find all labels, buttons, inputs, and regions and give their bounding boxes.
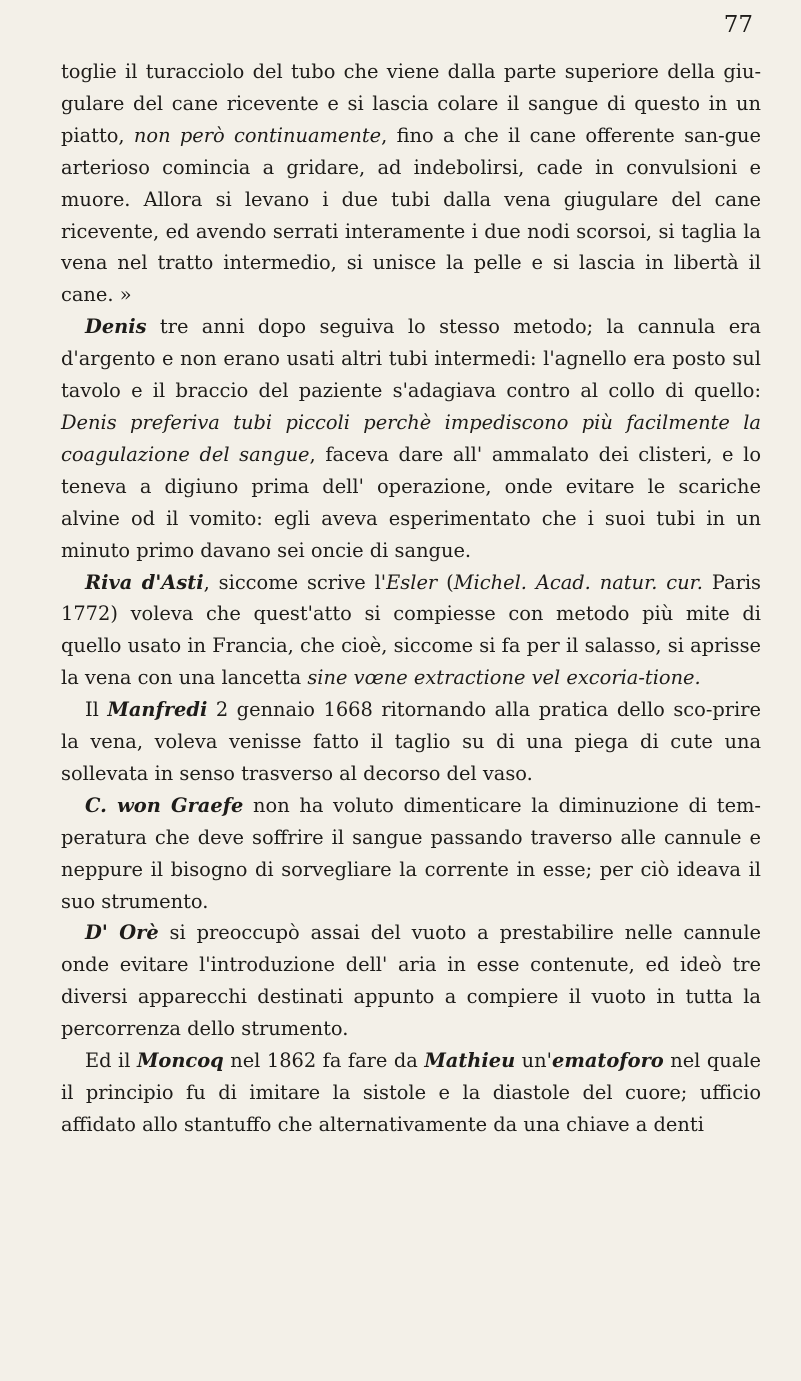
text-run: toglie il turacciolo del tubo che viene dalla parte superiore della giu-gulare del cane ricevente e si lascia colare il sangue di questo in un piatto, bbox=[61, 60, 761, 147]
paragraph bbox=[61, 790, 761, 918]
text-run: tre anni dopo seguiva lo stesso metodo; la cannula era d'argento e non erano usati altri tubi intermedi: l'agnello era posto sul tavolo e il braccio del paziente s'adagiava contro al collo di quello: bbox=[61, 315, 761, 403]
paragraph bbox=[61, 56, 761, 311]
text-run: Paris 1772) voleva che quest'atto si compiesse con metodo più mite di quello usato in Francia, che cioè, siccome si fa per il salasso, si aprisse la vena con una lancetta bbox=[61, 570, 762, 690]
emphasized-text: non però continuamente bbox=[133, 123, 382, 147]
text-run: un' bbox=[515, 1049, 552, 1073]
page-number: 77 bbox=[723, 12, 753, 38]
paragraph bbox=[61, 694, 761, 790]
text-run: , siccome scrive l' bbox=[203, 570, 387, 594]
text-run: 2 gennaio 1668 ritornando alla pratica dello sco-prire la vena, voleva venisse fatto il taglio su di una piega di cute una sollevata in senso trasverso al decorso del vaso. bbox=[61, 698, 762, 785]
text-run: non ha voluto dimenticare la diminuzione di tem-peratura che deve soffrire il sangue passando traverso alle cannule e neppure il bisogno di sorvegliare la corrente in esse; per ciò ideava il suo strumento. bbox=[61, 793, 761, 913]
text-run: , faceva dare all' ammalato dei clisteri, e lo teneva a digiuno prima dell' operazione, onde evitare le scariche alvine od il vomito: egli aveva esperimentato che i suoi tubi in un minuto primo davano sei oncie di sangue. bbox=[61, 442, 762, 562]
emphasized-text: ematoforo bbox=[552, 1049, 664, 1073]
emphasized-text: Denis bbox=[85, 315, 147, 339]
text-run: , fino a che il cane offerente san-gue arterioso comincia a gridare, ad indebolirsi, cade in convulsioni e muore. Allora si levano i due tubi dalla vena giugulare del cane ricevente, ed avendo serrati interamente i due nodi scorsoi, si taglia la vena nel tratto intermedio, si unisce la pelle e si lascia in libertà il cane. » bbox=[61, 123, 762, 307]
text-run: si preoccupò assai del vuoto a prestabilire nelle cannule onde evitare l'introduzione dell' aria in esse contenute, ed ideò tre diversi apparecchi destinati appunto a compiere il vuoto in tutta la percorrenza dello strumento. bbox=[61, 921, 761, 1041]
emphasized-text: C. won Graefe bbox=[85, 793, 244, 817]
text-run: nel 1862 fa fare da bbox=[223, 1049, 425, 1073]
emphasized-text: Esler bbox=[386, 570, 438, 594]
paragraph bbox=[61, 917, 761, 1045]
text-run: ( bbox=[437, 570, 454, 594]
emphasized-text: Mathieu bbox=[424, 1049, 516, 1073]
emphasized-text: Manfredi bbox=[107, 698, 208, 722]
body-text bbox=[61, 56, 761, 1141]
paragraph bbox=[61, 567, 761, 695]
text-run: Il bbox=[85, 698, 108, 722]
text-run: Ed il bbox=[85, 1049, 137, 1073]
paragraph bbox=[61, 311, 761, 566]
emphasized-text: D' Orè bbox=[85, 921, 159, 945]
emphasized-text: Riva d'Asti bbox=[85, 570, 204, 594]
paragraph bbox=[61, 1045, 761, 1141]
emphasized-text: Michel. Acad. natur. cur. bbox=[453, 570, 703, 594]
emphasized-text: sine vœne extractione vel excoria-tione. bbox=[307, 666, 701, 690]
emphasized-text: Moncoq bbox=[136, 1049, 224, 1073]
emphasized-text: Denis preferiva tubi piccoli perchè impediscono più facilmente la coagulazione del sangue bbox=[61, 410, 761, 466]
text-run: nel quale il principio fu di imitare la sistole e la diastole del cuore; ufficio affidato allo stantuffo che alternativamente da una chiave a denti bbox=[61, 1049, 761, 1136]
